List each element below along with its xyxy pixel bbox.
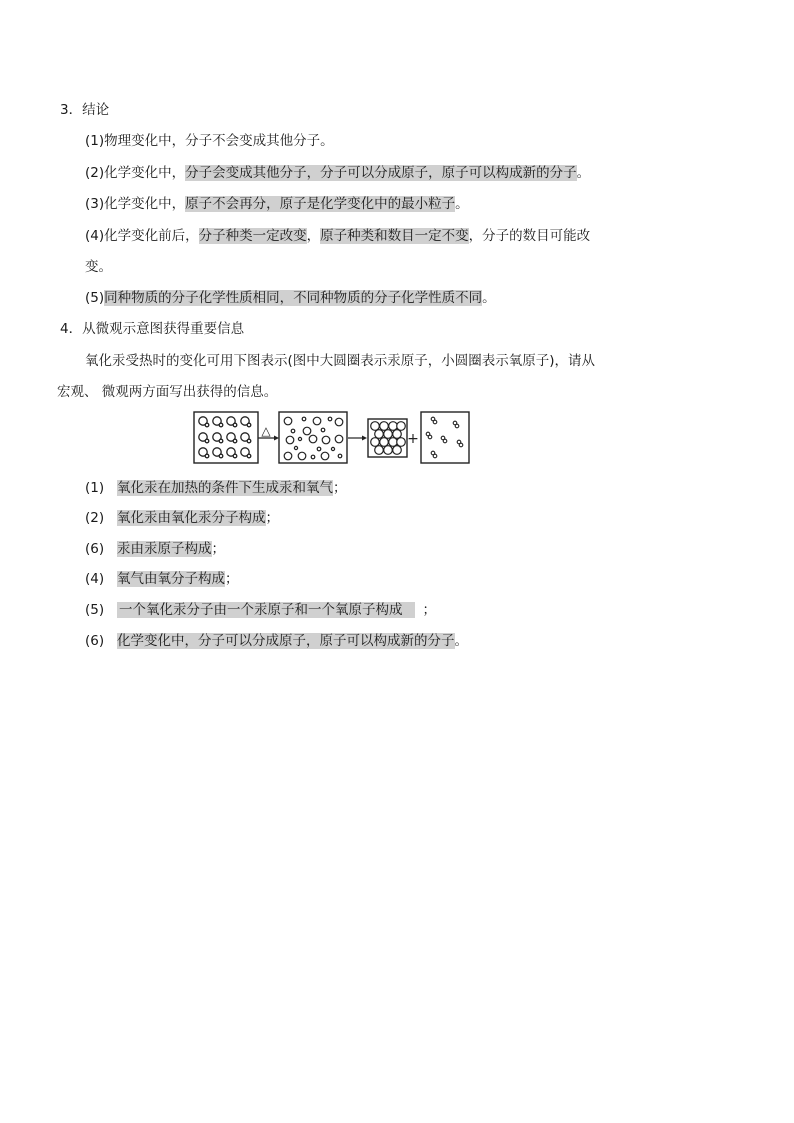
answer-5-number: (5) <box>85 602 105 618</box>
conclusion-4-tail: ，分子的数目可能改 <box>468 228 591 244</box>
answer-4 <box>85 569 239 589</box>
conclusion-2-prefix: (2)化学变化中， <box>85 165 186 181</box>
conclusion-5 <box>85 288 496 308</box>
answer-5 <box>85 600 436 620</box>
conclusion-4-highlight-1: 分子种类一定改变 <box>198 228 307 244</box>
conclusion-5-prefix: (5) <box>85 290 105 306</box>
answer-1-number: (1) <box>85 480 105 496</box>
conclusion-5-highlight: 同种物质的分子化学性质相同，不同种物质的分子化学性质不同 <box>104 290 483 306</box>
conclusion-4-highlight-2: 原子种类和数目一定不变 <box>320 228 469 244</box>
answer-5-text: 一个氧化汞分子由一个汞原子和一个氧原子构成 <box>117 602 415 618</box>
answer-6-tail: 。 <box>454 633 468 649</box>
answer-5-tail: ； <box>422 602 436 618</box>
conclusion-3 <box>85 194 469 214</box>
answer-4-number: (4) <box>85 571 105 587</box>
mercury-oxide-diagram <box>193 411 473 467</box>
section4-heading: 4．从微观示意图获得重要信息 <box>60 321 245 337</box>
conclusion-2-tail: 。 <box>576 165 591 181</box>
plus-sign: + <box>407 431 419 447</box>
conclusion-1-text: (1)物理变化中，分子不会变成其他分子。 <box>85 133 334 149</box>
heat-symbol: △ <box>261 424 271 438</box>
conclusion-4-continuation: 变。 <box>85 259 112 275</box>
answer-1-tail: ； <box>333 480 347 496</box>
question-paragraph-line-2: 宏观、 微观两方面写出获得的信息。 <box>57 384 278 400</box>
answer-3-number: (6) <box>85 541 105 557</box>
answer-1-text: 氧化汞在加热的条件下生成汞和氧气 <box>117 480 333 496</box>
conclusion-1 <box>85 131 334 151</box>
mercury-atoms <box>371 422 406 455</box>
arrow-2 <box>348 436 367 441</box>
answer-2 <box>85 508 279 528</box>
conclusion-3-tail: 。 <box>455 196 469 212</box>
mercury-box <box>368 419 407 457</box>
answer-1 <box>85 478 347 498</box>
conclusion-2 <box>85 163 590 183</box>
conclusion-5-tail: 。 <box>482 290 496 306</box>
answer-3-tail: ； <box>211 541 225 557</box>
answer-4-tail: ； <box>225 571 239 587</box>
intermediate-box <box>279 412 347 463</box>
answer-2-tail: ； <box>265 510 279 526</box>
oxygen-box <box>421 412 469 463</box>
answer-4-text: 氧气由氧分子构成 <box>117 571 225 587</box>
answer-6 <box>85 631 468 651</box>
question-paragraph-line-1: 氧化汞受热时的变化可用下图表示(图中大圆圈表示汞原子，小圆圈表示氧原子)，请从 <box>85 353 596 369</box>
conclusion-2-highlight: 分子会变成其他分子，分子可以分成原子，原子可以构成新的分子 <box>185 165 577 181</box>
conclusion-4 <box>85 226 590 246</box>
conclusion-3-highlight: 原子不会再分，原子是化学变化中的最小粒子 <box>185 196 456 212</box>
conclusion-4-mid: ， <box>306 228 321 244</box>
answer-6-number: (6) <box>85 633 105 649</box>
answer-3-text: 汞由汞原子构成 <box>117 541 212 557</box>
reactant-box <box>194 412 258 463</box>
conclusion-3-prefix: (3)化学变化中， <box>85 196 186 212</box>
answer-2-number: (2) <box>85 510 105 526</box>
answer-6-text: 化学变化中，分子可以分成原子，原子可以构成新的分子 <box>117 633 455 649</box>
answer-2-text: 氧化汞由氧化汞分子构成 <box>117 510 266 526</box>
answer-3 <box>85 539 225 559</box>
section3-heading: 3．结论 <box>60 102 110 118</box>
conclusion-4-prefix: (4)化学变化前后， <box>85 228 199 244</box>
